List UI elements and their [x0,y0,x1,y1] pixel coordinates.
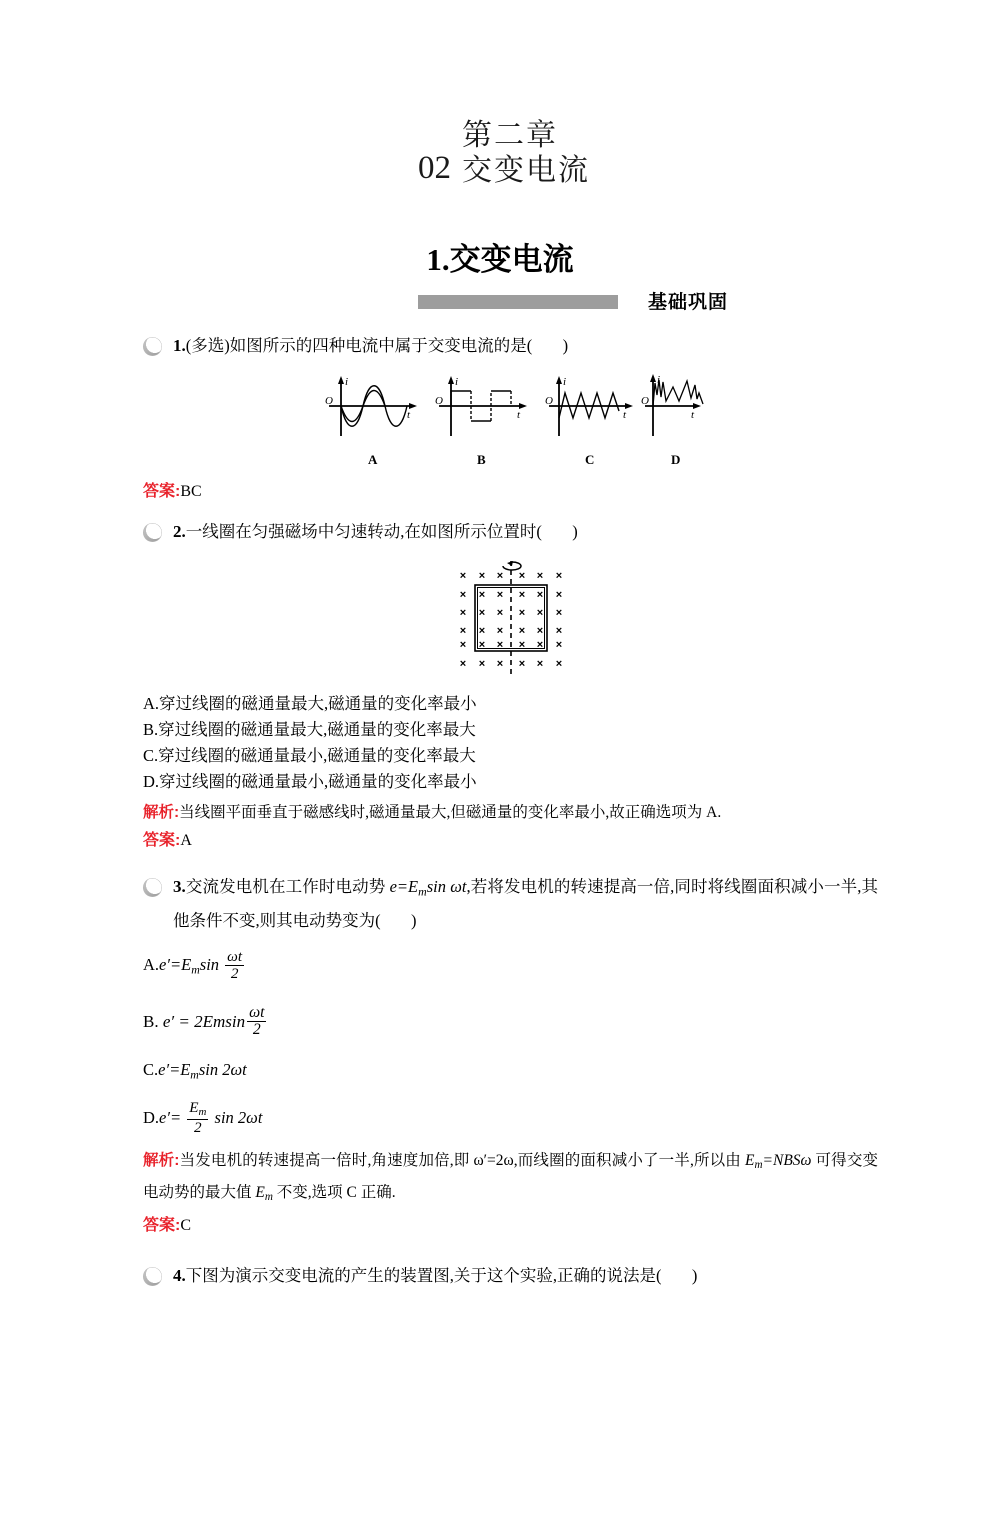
svg-text:×: × [518,658,525,670]
svg-text:×: × [536,589,543,601]
svg-text:×: × [496,570,503,582]
question-3 [143,872,878,936]
question-3-analysis-formula2: $E_m$ [255,1183,273,1204]
svg-text:×: × [536,607,543,619]
svg-text:D: D [670,452,680,467]
svg-text:×: × [459,639,466,651]
svg-text:×: × [478,570,485,582]
banner-label: 基础巩固 [647,292,728,313]
question-2-analysis-text: 当线圈平面垂直于磁感线时,磁通量最大,但磁通量的变化率最小,故正确选项为 A. [179,804,722,821]
svg-text:×: × [518,607,525,619]
banner-bar [418,295,618,309]
question-2 [143,517,878,547]
svg-text:×: × [536,639,543,651]
svg-text:i: i [656,374,660,386]
figure-coil-in-field [143,555,878,685]
svg-text:×: × [459,625,466,637]
chapter-number: 02 [418,150,451,186]
question-3-analysis-part3: 不变,选项 C 正确. [272,1183,396,1201]
svg-text:×: × [496,658,503,670]
svg-text:×: × [478,625,485,637]
svg-text:×: × [555,589,562,601]
fraction: $\frac{\omega t}{2}$ [249,1003,265,1039]
question-3-number: 3. [173,877,186,896]
question-4 [143,1261,878,1291]
question-2-text: 一线圈在匀强磁场中匀速转动,在如图所示位置时( [185,522,542,541]
question-2-answer-row [143,827,878,854]
svg-text:C: C [584,452,594,467]
svg-text:×: × [518,639,525,651]
chapter-header [0,118,1000,228]
question-3-option-a: $A.e'=E_m\sin$ $\frac{\omega t}{2}$ [143,948,243,983]
svg-text:O: O [434,395,443,407]
question-bullet-icon [143,337,162,356]
svg-text:t: t [516,409,520,421]
question-4-text: 下图为演示交变电流的产生的装置图,关于这个实验,正确的说法是( [185,1266,662,1286]
answer-label: 答案: [143,832,181,849]
worksheet-page [0,118,1000,1532]
chapter-title-line2: 交变电流 [462,154,590,188]
analysis-label: 解析: [143,804,180,821]
svg-text:×: × [478,639,485,651]
fraction-numerator: $E_m$ [189,1099,207,1119]
svg-text:A: A [367,452,377,467]
svg-text:i: i [344,376,348,388]
chapter-title-block [462,118,590,189]
question-2-option-b: B.穿过线圈的磁通量最大,磁通量的变化率最大 [143,720,476,739]
svg-text:×: × [496,639,503,651]
question-2-option-a: A.穿过线圈的磁通量最大,磁通量的变化率最小 [143,694,477,713]
svg-text:×: × [518,625,525,637]
question-2-option-c: C.穿过线圈的磁通量最小,磁通量的变化率最大 [143,746,476,765]
svg-text:×: × [536,570,543,582]
svg-text:×: × [459,607,466,619]
question-3-text-part2: ,若将发电机的转速提高一倍,同时将线圈面积减小一半,其他条件不变,则其电动势变为( [173,877,879,931]
question-3-close-paren: ) [411,911,417,931]
question-1-close-paren: ) [562,336,569,355]
analysis-label: 解析: [143,1151,180,1169]
question-2-number: 2. [173,522,186,541]
question-2-answer: A [180,832,192,849]
svg-text:×: × [555,639,562,651]
answer-label: 答案: [143,1217,181,1235]
svg-text:B: B [476,452,486,467]
svg-text:O: O [544,395,553,407]
question-3-answer: C [180,1217,192,1235]
svg-text:×: × [478,607,485,619]
svg-text:×: × [496,607,503,619]
question-1-number: 1. [173,336,186,355]
section-title-text: 交变电流 [449,242,574,277]
svg-text:t: t [622,409,626,421]
svg-text:×: × [518,589,525,601]
figure-waveforms [143,371,878,476]
svg-text:×: × [536,625,543,637]
question-1-text: (多选)如图所示的四种电流中属于交变电流的是( [185,336,533,355]
section-title [0,234,1000,279]
question-3-option-c: $C.e'=E_m\sin$ 2ωt [143,1059,247,1081]
question-2-analysis [143,799,878,826]
question-bullet-icon [143,878,162,897]
svg-text:×: × [555,625,562,637]
svg-text:t: t [406,409,410,421]
coil-field-diagram-svg [431,555,591,680]
question-3-analysis [143,1147,878,1211]
question-1 [143,331,878,361]
question-4-close-paren: ) [691,1266,698,1286]
question-3-analysis-formula: $E_m=NBS\omega$ [744,1151,812,1171]
question-1-answer: BC [180,483,202,500]
question-bullet-icon [143,523,162,542]
question-3-option-d: D.e′= $\frac{E_m}{2}$ sin 2ωt [143,1099,263,1136]
svg-text:×: × [555,607,562,619]
question-2-option-d: D.穿过线圈的磁通量最小,磁通量的变化率最小 [143,772,477,791]
svg-text:×: × [536,658,543,670]
svg-text:×: × [459,570,466,582]
question-4-number: 4. [173,1266,186,1286]
svg-text:×: × [496,625,503,637]
question-3-inline-formula: $e=E_m\sin$ ωt [389,877,467,899]
svg-text:×: × [555,570,562,582]
section-number: 1. [426,242,450,277]
section-banner [0,289,728,315]
svg-text:×: × [518,570,525,582]
svg-text:×: × [459,589,466,601]
svg-text:t: t [690,409,694,421]
question-3-answer-row [143,1212,878,1239]
svg-text:O: O [324,395,333,407]
fraction: $\frac{\omega t}{2}$ [227,948,243,983]
chapter-title-line1: 第二章 [462,119,558,152]
question-3-analysis-part1: 当发电机的转速提高一倍时,角速度加倍,即 ω′=2ω,而线圈的面积减小了一半,所以由 [179,1151,745,1169]
svg-text:×: × [478,658,485,670]
question-2-close-paren: ) [572,522,578,541]
question-3-text-part1: 交流发电机在工作时电动势 [185,877,390,896]
waveform-diagram-svg [311,371,711,471]
question-1-answer-row [143,478,878,505]
svg-text:×: × [555,658,562,670]
svg-text:O: O [640,395,649,407]
question-bullet-icon [143,1267,162,1286]
question-3-analysis-part2: 可得交变电动势的最大值 [143,1151,878,1201]
exercise-content [0,331,1000,1291]
svg-text:i: i [454,376,458,388]
svg-text:×: × [459,658,466,670]
question-3-option-b: B. e′ = 2Emsin $\frac{\omega t}{2}$ [143,1003,265,1039]
svg-text:×: × [478,589,485,601]
fraction: $\frac{E_m}{2}$ [189,1099,207,1136]
svg-text:×: × [496,589,503,601]
svg-text:i: i [562,376,566,388]
answer-label: 答案: [143,483,181,500]
